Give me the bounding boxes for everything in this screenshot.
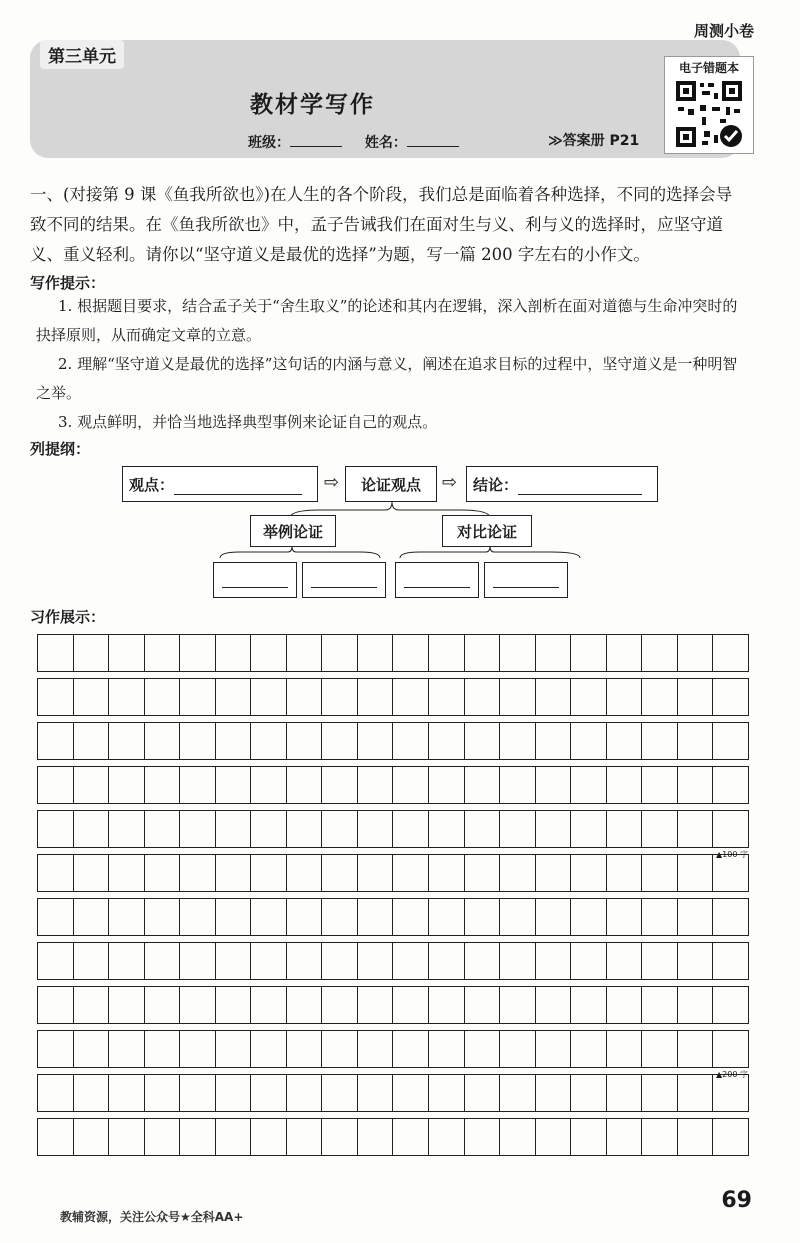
- grid-cell[interactable]: [38, 635, 74, 671]
- grid-cell[interactable]: [180, 943, 216, 979]
- grid-cell[interactable]: [465, 943, 501, 979]
- grid-cell[interactable]: [642, 635, 678, 671]
- grid-cell[interactable]: [536, 635, 572, 671]
- grid-cell[interactable]: [429, 1031, 465, 1067]
- grid-cell[interactable]: [180, 679, 216, 715]
- grid-cell[interactable]: [607, 943, 643, 979]
- grid-cell[interactable]: [678, 723, 714, 759]
- grid-cell[interactable]: [216, 987, 252, 1023]
- grid-cell[interactable]: [500, 635, 536, 671]
- grid-row: [37, 810, 749, 848]
- grid-cell[interactable]: [465, 1119, 501, 1155]
- grid-cell[interactable]: [571, 679, 607, 715]
- grid-cell[interactable]: [322, 767, 358, 803]
- grid-cell[interactable]: [607, 811, 643, 847]
- grid-cell[interactable]: [322, 987, 358, 1023]
- page-number: 69: [721, 1188, 752, 1213]
- grid-cell[interactable]: [74, 811, 110, 847]
- grid-cell[interactable]: [251, 855, 287, 891]
- grid-cell[interactable]: [642, 855, 678, 891]
- grid-cell[interactable]: [393, 943, 429, 979]
- grid-cell[interactable]: [109, 1075, 145, 1111]
- grid-row: [37, 1074, 749, 1112]
- grid-cell[interactable]: [38, 943, 74, 979]
- grid-cell[interactable]: [713, 767, 749, 803]
- conclusion-box: [466, 466, 658, 502]
- grid-cell[interactable]: [642, 1119, 678, 1155]
- grid-cell[interactable]: [251, 1031, 287, 1067]
- grid-row: [37, 766, 749, 804]
- grid-cell[interactable]: [393, 987, 429, 1023]
- student-fields: [248, 132, 477, 152]
- viewpoint-blank[interactable]: [174, 494, 302, 495]
- grid-cell[interactable]: [74, 767, 110, 803]
- example-argument-box: 举例论证: [250, 515, 336, 547]
- grid-cell[interactable]: [393, 1031, 429, 1067]
- grid-cell[interactable]: [287, 987, 323, 1023]
- grid-cell[interactable]: [145, 679, 181, 715]
- contrast-argument-box: 对比论证: [442, 515, 532, 547]
- grid-cell[interactable]: [322, 1119, 358, 1155]
- class-label: 班级：: [248, 135, 290, 151]
- grid-cell[interactable]: [287, 943, 323, 979]
- tip-item-3: 3. 观点鲜明，并恰当地选择典型事例来论证自己的观点。: [58, 413, 438, 431]
- grid-cell[interactable]: [216, 855, 252, 891]
- contrast-blank-2[interactable]: [484, 562, 568, 598]
- grid-cell[interactable]: [465, 899, 501, 935]
- grid-cell[interactable]: [180, 1031, 216, 1067]
- grid-cell[interactable]: [216, 767, 252, 803]
- grid-cell[interactable]: [38, 855, 74, 891]
- grid-cell[interactable]: [109, 1031, 145, 1067]
- grid-cell[interactable]: [393, 899, 429, 935]
- grid-cell[interactable]: [74, 1031, 110, 1067]
- grid-cell[interactable]: [642, 811, 678, 847]
- grid-cell[interactable]: [571, 987, 607, 1023]
- example-blank-2[interactable]: [302, 562, 386, 598]
- grid-cell[interactable]: [287, 811, 323, 847]
- grid-cell[interactable]: [358, 635, 394, 671]
- grid-cell[interactable]: [287, 899, 323, 935]
- footer-note: 教辅资源，关注公众号★全科AA+: [60, 1210, 244, 1224]
- grid-cell[interactable]: [642, 679, 678, 715]
- grid-cell[interactable]: [180, 767, 216, 803]
- grid-cell[interactable]: [536, 679, 572, 715]
- grid-cell[interactable]: [145, 811, 181, 847]
- grid-cell[interactable]: [322, 1075, 358, 1111]
- word-count-100: ▲100 字: [716, 850, 748, 859]
- grid-cell[interactable]: [393, 1119, 429, 1155]
- grid-cell[interactable]: [429, 1119, 465, 1155]
- grid-cell[interactable]: [678, 943, 714, 979]
- grid-cell[interactable]: [607, 1119, 643, 1155]
- tip-item-2: 2. 理解“坚守道义是最优的选择”这句话的内涵与意义，阐述在追求目标的过程中，坚守道义是一种明智之举。: [36, 355, 738, 402]
- grid-cell[interactable]: [678, 767, 714, 803]
- grid-cell[interactable]: [571, 1119, 607, 1155]
- grid-cell[interactable]: [251, 635, 287, 671]
- showcase-label: 习作展示：: [30, 608, 106, 626]
- grid-row: [37, 898, 749, 936]
- grid-cell[interactable]: [393, 679, 429, 715]
- grid-cell[interactable]: [465, 723, 501, 759]
- grid-cell[interactable]: [465, 767, 501, 803]
- grid-cell[interactable]: [607, 1075, 643, 1111]
- name-blank[interactable]: [407, 146, 459, 147]
- grid-cell[interactable]: [216, 1031, 252, 1067]
- grid-cell[interactable]: [109, 855, 145, 891]
- grid-cell[interactable]: [322, 1031, 358, 1067]
- unit-tag: 第三单元: [40, 40, 124, 69]
- grid-cell[interactable]: [465, 811, 501, 847]
- grid-cell[interactable]: [322, 635, 358, 671]
- viewpoint-label: 观点：: [129, 476, 175, 494]
- grid-cell[interactable]: [74, 723, 110, 759]
- grid-cell[interactable]: [109, 1119, 145, 1155]
- grid-cell[interactable]: [109, 635, 145, 671]
- grid-cell[interactable]: [713, 635, 749, 671]
- grid-cell[interactable]: [358, 767, 394, 803]
- argument-box: 论证观点: [345, 466, 437, 502]
- grid-cell[interactable]: [216, 899, 252, 935]
- grid-cell[interactable]: [678, 811, 714, 847]
- grid-cell[interactable]: [38, 1119, 74, 1155]
- grid-cell[interactable]: [713, 811, 749, 847]
- grid-cell[interactable]: [536, 723, 572, 759]
- grid-cell[interactable]: [322, 943, 358, 979]
- grid-row: [37, 854, 749, 892]
- grid-cell[interactable]: [429, 635, 465, 671]
- grid-row: [37, 986, 749, 1024]
- grid-cell[interactable]: [180, 855, 216, 891]
- grid-cell[interactable]: [607, 987, 643, 1023]
- grid-cell[interactable]: [216, 635, 252, 671]
- grid-cell[interactable]: [145, 899, 181, 935]
- grid-cell[interactable]: [642, 899, 678, 935]
- grid-cell[interactable]: [571, 899, 607, 935]
- grid-cell[interactable]: [358, 943, 394, 979]
- grid-cell[interactable]: [74, 635, 110, 671]
- grid-cell[interactable]: [713, 1075, 749, 1111]
- grid-cell[interactable]: [500, 679, 536, 715]
- grid-cell[interactable]: [713, 723, 749, 759]
- grid-cell[interactable]: [322, 855, 358, 891]
- grid-cell[interactable]: [571, 943, 607, 979]
- grid-cell[interactable]: [109, 987, 145, 1023]
- grid-cell[interactable]: [180, 635, 216, 671]
- grid-cell[interactable]: [74, 987, 110, 1023]
- answer-reference: ≫答案册 P21: [548, 133, 640, 149]
- grid-cell[interactable]: [536, 1031, 572, 1067]
- grid-cell[interactable]: [322, 811, 358, 847]
- grid-cell[interactable]: [607, 767, 643, 803]
- grid-cell[interactable]: [38, 1031, 74, 1067]
- grid-cell[interactable]: [536, 987, 572, 1023]
- page-title: 教材学写作: [250, 92, 375, 118]
- grid-cell[interactable]: [678, 899, 714, 935]
- name-label: 姓名：: [364, 135, 407, 151]
- grid-cell[interactable]: [429, 987, 465, 1023]
- grid-cell[interactable]: [38, 899, 74, 935]
- grid-cell[interactable]: [571, 811, 607, 847]
- grid-cell[interactable]: [678, 855, 714, 891]
- writing-grid[interactable]: [37, 634, 749, 1162]
- grid-cell[interactable]: [145, 987, 181, 1023]
- grid-cell[interactable]: [678, 987, 714, 1023]
- grid-cell[interactable]: [251, 679, 287, 715]
- grid-cell[interactable]: [109, 679, 145, 715]
- grid-cell[interactable]: [713, 899, 749, 935]
- grid-cell[interactable]: [145, 1119, 181, 1155]
- grid-cell[interactable]: [465, 1031, 501, 1067]
- grid-cell[interactable]: [536, 855, 572, 891]
- grid-cell[interactable]: [251, 1119, 287, 1155]
- grid-cell[interactable]: [180, 1075, 216, 1111]
- tips-label: 写作提示：: [30, 274, 106, 292]
- contrast-blank-1[interactable]: [395, 562, 479, 598]
- grid-cell[interactable]: [145, 723, 181, 759]
- grid-cell[interactable]: [678, 679, 714, 715]
- grid-cell[interactable]: [287, 767, 323, 803]
- grid-cell[interactable]: [216, 723, 252, 759]
- grid-cell[interactable]: [38, 767, 74, 803]
- grid-cell[interactable]: [287, 1119, 323, 1155]
- grid-cell[interactable]: [571, 1031, 607, 1067]
- grid-cell[interactable]: [571, 767, 607, 803]
- grid-cell[interactable]: [393, 811, 429, 847]
- grid-cell[interactable]: [145, 635, 181, 671]
- grid-cell[interactable]: [74, 899, 110, 935]
- grid-cell[interactable]: [74, 855, 110, 891]
- grid-cell[interactable]: [287, 723, 323, 759]
- grid-cell[interactable]: [287, 679, 323, 715]
- grid-cell[interactable]: [500, 1075, 536, 1111]
- qr-code-icon: [674, 79, 744, 149]
- grid-cell[interactable]: [713, 943, 749, 979]
- grid-cell[interactable]: [571, 1075, 607, 1111]
- grid-cell[interactable]: [251, 723, 287, 759]
- outline-label: 列提纲：: [30, 440, 91, 458]
- grid-cell[interactable]: [713, 1031, 749, 1067]
- grid-cell[interactable]: [713, 855, 749, 891]
- grid-cell[interactable]: [358, 811, 394, 847]
- grid-cell[interactable]: [38, 987, 74, 1023]
- grid-cell[interactable]: [38, 679, 74, 715]
- grid-cell[interactable]: [678, 1031, 714, 1067]
- grid-cell[interactable]: [180, 899, 216, 935]
- grid-cell[interactable]: [74, 1119, 110, 1155]
- grid-cell[interactable]: [500, 855, 536, 891]
- grid-cell[interactable]: [322, 723, 358, 759]
- grid-cell[interactable]: [74, 679, 110, 715]
- grid-cell[interactable]: [322, 899, 358, 935]
- grid-cell[interactable]: [145, 943, 181, 979]
- tip-item-1: 1. 根据题目要求，结合孟子关于“舍生取义”的论述和其内在逻辑，深入剖析在面对道德与生命冲突时的抉择原则，从而确定文章的立意。: [36, 297, 738, 344]
- grid-cell[interactable]: [429, 679, 465, 715]
- grid-cell[interactable]: [74, 943, 110, 979]
- grid-cell[interactable]: [145, 1031, 181, 1067]
- grid-cell[interactable]: [571, 723, 607, 759]
- grid-cell[interactable]: [713, 679, 749, 715]
- grid-cell[interactable]: [642, 1075, 678, 1111]
- grid-cell[interactable]: [251, 811, 287, 847]
- grid-cell[interactable]: [109, 943, 145, 979]
- grid-cell[interactable]: [109, 899, 145, 935]
- grid-cell[interactable]: [500, 899, 536, 935]
- grid-cell[interactable]: [358, 679, 394, 715]
- example-blank-1[interactable]: [213, 562, 297, 598]
- grid-cell[interactable]: [536, 767, 572, 803]
- grid-cell[interactable]: [465, 855, 501, 891]
- qr-label: 电子错题本: [678, 61, 739, 75]
- grid-cell[interactable]: [607, 855, 643, 891]
- grid-cell[interactable]: [358, 1119, 394, 1155]
- arrow-right-icon: ⇨: [324, 472, 340, 493]
- grid-cell[interactable]: [465, 1075, 501, 1111]
- grid-cell[interactable]: [713, 1119, 749, 1155]
- grid-cell[interactable]: [251, 987, 287, 1023]
- grid-cell[interactable]: [642, 767, 678, 803]
- grid-cell[interactable]: [180, 723, 216, 759]
- grid-cell[interactable]: [500, 1119, 536, 1155]
- grid-cell[interactable]: [607, 899, 643, 935]
- grid-cell[interactable]: [465, 635, 501, 671]
- grid-cell[interactable]: [500, 987, 536, 1023]
- grid-cell[interactable]: [429, 899, 465, 935]
- grid-cell[interactable]: [393, 855, 429, 891]
- grid-cell[interactable]: [358, 1075, 394, 1111]
- grid-cell[interactable]: [536, 899, 572, 935]
- grid-cell[interactable]: [678, 635, 714, 671]
- grid-cell[interactable]: [38, 723, 74, 759]
- grid-cell[interactable]: [536, 811, 572, 847]
- qr-panel[interactable]: [664, 56, 754, 154]
- grid-cell[interactable]: [642, 1031, 678, 1067]
- conclusion-blank[interactable]: [518, 494, 642, 495]
- grid-cell[interactable]: [607, 679, 643, 715]
- grid-cell[interactable]: [465, 679, 501, 715]
- grid-cell[interactable]: [536, 943, 572, 979]
- grid-cell[interactable]: [536, 1119, 572, 1155]
- grid-cell[interactable]: [109, 767, 145, 803]
- grid-cell[interactable]: [216, 943, 252, 979]
- grid-cell[interactable]: [109, 811, 145, 847]
- grid-cell[interactable]: [500, 811, 536, 847]
- grid-cell[interactable]: [358, 987, 394, 1023]
- grid-cell[interactable]: [393, 767, 429, 803]
- grid-cell[interactable]: [536, 1075, 572, 1111]
- grid-cell[interactable]: [358, 899, 394, 935]
- grid-cell[interactable]: [713, 987, 749, 1023]
- grid-cell[interactable]: [74, 1075, 110, 1111]
- grid-cell[interactable]: [358, 1031, 394, 1067]
- grid-cell[interactable]: [429, 811, 465, 847]
- grid-cell[interactable]: [322, 679, 358, 715]
- grid-cell[interactable]: [287, 635, 323, 671]
- grid-cell[interactable]: [642, 723, 678, 759]
- grid-row: [37, 678, 749, 716]
- grid-cell[interactable]: [500, 767, 536, 803]
- grid-cell[interactable]: [145, 855, 181, 891]
- grid-cell[interactable]: [180, 1119, 216, 1155]
- grid-cell[interactable]: [180, 987, 216, 1023]
- grid-cell[interactable]: [109, 723, 145, 759]
- grid-cell[interactable]: [216, 679, 252, 715]
- grid-row: [37, 942, 749, 980]
- grid-cell[interactable]: [287, 1031, 323, 1067]
- grid-cell[interactable]: [287, 1075, 323, 1111]
- grid-cell[interactable]: [465, 987, 501, 1023]
- grid-row: [37, 1030, 749, 1068]
- word-count-200: ▲200 字: [716, 1070, 748, 1079]
- grid-cell[interactable]: [251, 767, 287, 803]
- grid-cell[interactable]: [607, 1031, 643, 1067]
- grid-cell[interactable]: [642, 943, 678, 979]
- grid-cell[interactable]: [607, 635, 643, 671]
- grid-cell[interactable]: [678, 1075, 714, 1111]
- grid-cell[interactable]: [251, 1075, 287, 1111]
- class-blank[interactable]: [290, 146, 342, 147]
- grid-cell[interactable]: [145, 767, 181, 803]
- grid-cell[interactable]: [393, 723, 429, 759]
- grid-cell[interactable]: [180, 811, 216, 847]
- arrow-right-icon: ⇨: [442, 472, 458, 493]
- grid-cell[interactable]: [642, 987, 678, 1023]
- grid-cell[interactable]: [571, 635, 607, 671]
- grid-cell[interactable]: [38, 811, 74, 847]
- grid-cell[interactable]: [358, 855, 394, 891]
- grid-cell[interactable]: [429, 1075, 465, 1111]
- grid-cell[interactable]: [571, 855, 607, 891]
- grid-cell[interactable]: [429, 767, 465, 803]
- grid-cell[interactable]: [429, 723, 465, 759]
- grid-row: [37, 634, 749, 672]
- grid-cell[interactable]: [145, 1075, 181, 1111]
- grid-cell[interactable]: [251, 943, 287, 979]
- grid-cell[interactable]: [216, 1119, 252, 1155]
- conclusion-label: 结论：: [473, 476, 519, 494]
- grid-cell[interactable]: [216, 811, 252, 847]
- grid-cell[interactable]: [607, 723, 643, 759]
- grid-cell[interactable]: [358, 723, 394, 759]
- grid-cell[interactable]: [500, 1031, 536, 1067]
- grid-cell[interactable]: [38, 1075, 74, 1111]
- grid-cell[interactable]: [251, 899, 287, 935]
- grid-cell[interactable]: [393, 1075, 429, 1111]
- grid-cell[interactable]: [500, 723, 536, 759]
- grid-cell[interactable]: [393, 635, 429, 671]
- grid-cell[interactable]: [429, 855, 465, 891]
- viewpoint-box: [122, 466, 318, 502]
- corner-label: 周测小卷: [693, 22, 754, 40]
- grid-row: [37, 1118, 749, 1156]
- grid-cell[interactable]: [500, 943, 536, 979]
- grid-cell[interactable]: [287, 855, 323, 891]
- writing-prompt: 一、(对接第 9 课《鱼我所欲也》)在人生的各个阶段，我们总是面临着各种选择，不同的选择会导致不同的结果。在《鱼我所欲也》中，孟子告诫我们在面对生与义、利与义的选择时，应坚守道义、重义轻利。请你以“坚守道义是最优的选择”为题，写一篇 200 字左右的小作文。: [30, 185, 733, 264]
- grid-cell[interactable]: [678, 1119, 714, 1155]
- grid-cell[interactable]: [429, 943, 465, 979]
- grid-cell[interactable]: [216, 1075, 252, 1111]
- grid-row: [37, 722, 749, 760]
